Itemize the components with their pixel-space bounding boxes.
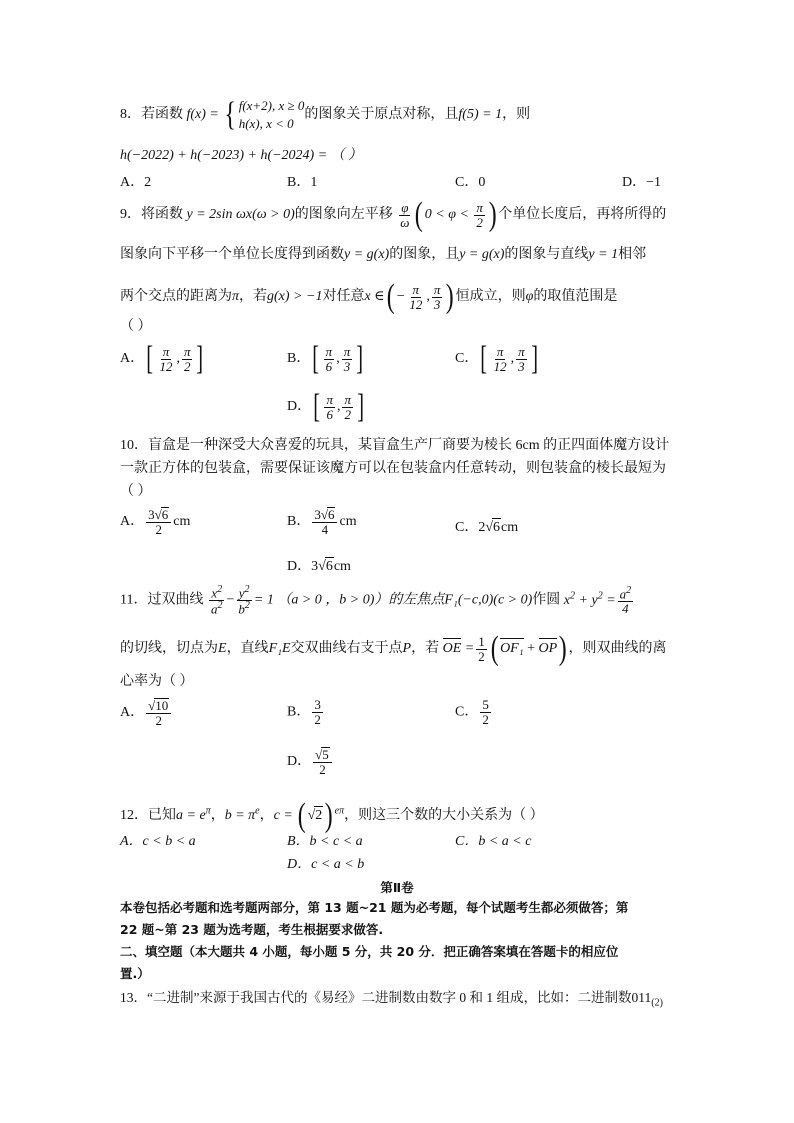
- q11-line1-cond: （a > 0 ，b > 0)）的左焦点: [277, 592, 445, 608]
- q11-line2-b: ，直线: [226, 641, 269, 657]
- q8-cases: [239, 97, 305, 132]
- q10-option-c-label: C．: [455, 520, 479, 535]
- q9-range-fraction: [474, 201, 485, 229]
- q9-range-den: 2: [476, 214, 483, 230]
- q10-unit-b: cm: [339, 513, 357, 529]
- question-8: [120, 97, 530, 132]
- q9-line-3: 两个交点的距离为π，若g(x) > −1对任意x ∈( − $\frac{\pi}{12}$ , $\frac{\pi}{3}$ ) 恒成立，则φ的取值范围是: [120, 278, 618, 315]
- q10-number: 10．: [120, 438, 148, 453]
- q13-sub: (2): [651, 997, 663, 1009]
- q9-line3-cond: g(x) > −1: [267, 289, 323, 305]
- q8-case-2: h(x), x < 0: [238, 115, 294, 131]
- q9-line3-x: x ∈: [364, 289, 385, 305]
- q8-option-a: A．2: [120, 175, 152, 190]
- q9-line2-func: y = g(x): [344, 247, 390, 262]
- q9-shift-num: φ: [401, 199, 409, 215]
- q8-case-1: f(x+2), x ≥ 0: [238, 98, 305, 113]
- q11-line2-c: 交双曲线右支于点: [290, 641, 403, 657]
- q9-paren-left: (: [415, 196, 424, 233]
- q11-FE: F₁E: [268, 641, 291, 657]
- q11-line2-d: ，若: [411, 641, 440, 657]
- q9-option-a-label: A．: [120, 351, 145, 367]
- q9-line3-pi: π: [232, 289, 240, 305]
- part-2-note-2: 22 题~第 23 题为选考题，考生根据要求做答.: [120, 922, 384, 937]
- q10-line-2: 一款正方体的包装盒，需要保证该魔方可以在包装盒内任意转动，则包装盒的棱长最短为: [120, 461, 666, 476]
- q9-number: 9．: [120, 207, 141, 223]
- q10-unit-a: cm: [173, 513, 191, 529]
- q8-condition: f(5) = 1: [458, 106, 503, 122]
- q11-option-b: B． $\frac{3}{2}$: [287, 697, 321, 727]
- q9-line1-c: 个单位长度后，再将所得的: [498, 207, 667, 223]
- q9-line3-c: 对任意: [322, 289, 365, 305]
- q9-option-d: D．[ $\frac{\pi}{6}$ , $\frac{\pi}{2}$ ]: [287, 388, 365, 425]
- q9-range: 0 < φ <: [424, 207, 469, 223]
- question-13: [120, 990, 663, 1010]
- q8-option-c: C．0: [455, 175, 486, 190]
- q11-option-a-label: A．: [120, 704, 145, 720]
- q8-function: f(x) =: [186, 106, 219, 122]
- q11-line1-b: 作圆: [532, 592, 561, 608]
- q9-line2-func2: y = g(x): [459, 247, 505, 262]
- q12-option-d: D．c < a < b: [287, 857, 365, 872]
- q12-number: 12．: [120, 808, 148, 824]
- q11-option-c: C． $\frac{5}{2}$: [455, 697, 489, 727]
- question-12: 12．已知$a = e^\pi$，$b = \pi^e$，c = ( √2) $^{e\pi}$，则这三个数的大小关系为（ ）: [120, 797, 544, 834]
- q9-option-a: A．[ $\frac{\pi}{12}$ , $\frac{\pi}{2}$ ]: [120, 340, 204, 377]
- q11-line-2: 的切线，切点为E，直线F₁E交双曲线右支于点P，若 OE = $\frac{1}{2}$ ( OF₁ + OP) ，则双曲线的离: [120, 630, 667, 667]
- question-11: 11．过双曲线 $\frac{x^2}{a^2}$ − $\frac{y^2}{b^2}$ = 1 （a > 0 ，b > 0)）的左焦点F₁(−c,0)(c > 0)作圆 $x^2 + y^2$ = $\frac{a^2}{4}$: [120, 584, 632, 617]
- q10-option-a: A． $\frac{3√6}{2}$ cm: [120, 507, 191, 537]
- q9-paren-right: ): [488, 196, 497, 233]
- q9-line3-phi: φ: [525, 289, 534, 305]
- q10-option-d-label: D．: [287, 559, 312, 574]
- q13-number: 13．: [120, 990, 147, 1005]
- q9-line2-b: 的图象，且: [389, 247, 460, 262]
- q10-line-1: 盲盒是一种深受大众喜爱的玩具，某盲盒生产厂商要为棱长 6cm 的正四面体魔方设计: [148, 438, 670, 453]
- q11-P: P: [402, 641, 412, 657]
- q10-option-d: D．3√6cm: [287, 559, 351, 574]
- q9-interval-right: ): [446, 278, 454, 315]
- q9-shift-den: ω: [400, 214, 410, 230]
- q9-range-num: π: [476, 199, 483, 215]
- q9-option-b-label: B．: [287, 351, 311, 367]
- q11-line1-a: 过双曲线: [147, 592, 204, 608]
- q12-line1-b: ，则这三个数的大小关系为（ ）: [344, 808, 544, 824]
- q11-line-3: 心率为（ ）: [120, 674, 194, 689]
- part-2-title: 第Ⅱ卷: [380, 880, 414, 895]
- q11-option-a: A． $\frac{√10}{2}$: [120, 698, 173, 727]
- q11-line2-e: ，则双曲线的离: [568, 641, 667, 657]
- q12-option-a: A．c < b < a: [120, 834, 196, 849]
- q11-option-b-label: B．: [287, 704, 311, 720]
- q11-E: E: [218, 641, 227, 657]
- q12-option-c: C．b < a < c: [455, 834, 532, 849]
- question-10: [120, 437, 669, 455]
- q10-option-a-label: A．: [120, 513, 145, 529]
- q9-option-c-label: C．: [455, 351, 479, 367]
- q9-line2-a: 图象向下平移一个单位长度得到函数: [120, 247, 344, 262]
- q8-number: 8．: [120, 106, 141, 122]
- q9-shift-fraction: [398, 201, 411, 229]
- q9-line3-b: ，若: [239, 289, 268, 305]
- q9-line2-d: 相邻: [618, 247, 647, 262]
- q10-unit-d: cm: [333, 559, 351, 574]
- q11-option-d: D． $\frac{√5}{2}$: [287, 747, 334, 776]
- q8-expression: h(−2022) + h(−2023) + h(−2024) = （ ）: [120, 148, 363, 163]
- question-9: [120, 198, 666, 232]
- q9-interval-high: $\frac{\pi}{3}$: [433, 281, 441, 312]
- q10-option-c: C．2√6cm: [455, 520, 519, 535]
- q13-tail: 011: [631, 990, 652, 1005]
- q8-option-d: D．−1: [622, 175, 662, 190]
- q11-option-d-label: D．: [287, 753, 312, 769]
- section-heading-2: 置.）: [120, 966, 150, 981]
- part-2-note-1: 本卷包括必考题和选考题两部分，第 13 题~21 题为必考题，每个试题考生都必须做答；第: [120, 900, 629, 915]
- q12-line1-a: 已知: [148, 808, 176, 824]
- q9-function: y = 2sin ωx(ω > 0): [186, 207, 295, 223]
- q9-line1-a: 将函数: [141, 207, 183, 223]
- q12-option-b: B．b < c < a: [287, 834, 363, 849]
- q8-suffix: 的图象关于原点对称，且: [304, 106, 459, 122]
- q9-line3-e: 的取值范围是: [533, 289, 618, 305]
- q10-option-b-label: B．: [287, 513, 311, 529]
- q9-line-2: [120, 246, 646, 264]
- q9-interval-left: (: [386, 278, 395, 315]
- q9-interval-low: $\frac{\pi}{12}$: [409, 281, 423, 312]
- q9-line2-line: y = 1: [588, 247, 619, 262]
- q9-blank: （ ）: [120, 319, 152, 334]
- q11-option-c-label: C．: [455, 704, 479, 720]
- q9-line3-a: 两个交点的距离为: [120, 289, 232, 305]
- q9-interval-minus: −: [395, 289, 406, 305]
- q10-blank: （ ）: [120, 484, 152, 499]
- q9-option-d-label: D．: [287, 399, 312, 415]
- q11-number: 11．: [120, 592, 148, 608]
- q11-focus: F₁(−c,0)(c > 0): [444, 592, 533, 608]
- q10-option-b: B． $\frac{3√6}{4}$ cm: [287, 507, 357, 537]
- q9-line1-b: 的图象向左平移: [294, 207, 393, 223]
- q8-option-b: B．1: [287, 175, 318, 190]
- q9-line3-d: 恒成立，则: [455, 289, 526, 305]
- q8-prefix: 若函数: [141, 106, 183, 122]
- q8-brace: {: [224, 95, 237, 133]
- q10-unit-c: cm: [501, 520, 519, 535]
- q9-option-c: C．[ $\frac{\pi}{12}$ , $\frac{\pi}{3}$ ]: [455, 340, 538, 377]
- q13-text: “二进制”来源于我国古代的《易经》二进制数由数字 0 和 1 组成，比如：二进制数: [147, 990, 632, 1005]
- q11-line2-a: 的切线，切点为: [120, 641, 218, 657]
- section-heading-1: 二、填空题（本大题共 4 小题，每小题 5 分，共 20 分．把正确答案填在答题卡的相应位: [120, 944, 619, 959]
- q9-line2-c: 的图象与直线: [504, 247, 589, 262]
- q8-tail: ，则: [502, 106, 531, 122]
- q9-option-b: B．[ $\frac{\pi}{6}$ , $\frac{\pi}{3}$ ]: [287, 340, 364, 377]
